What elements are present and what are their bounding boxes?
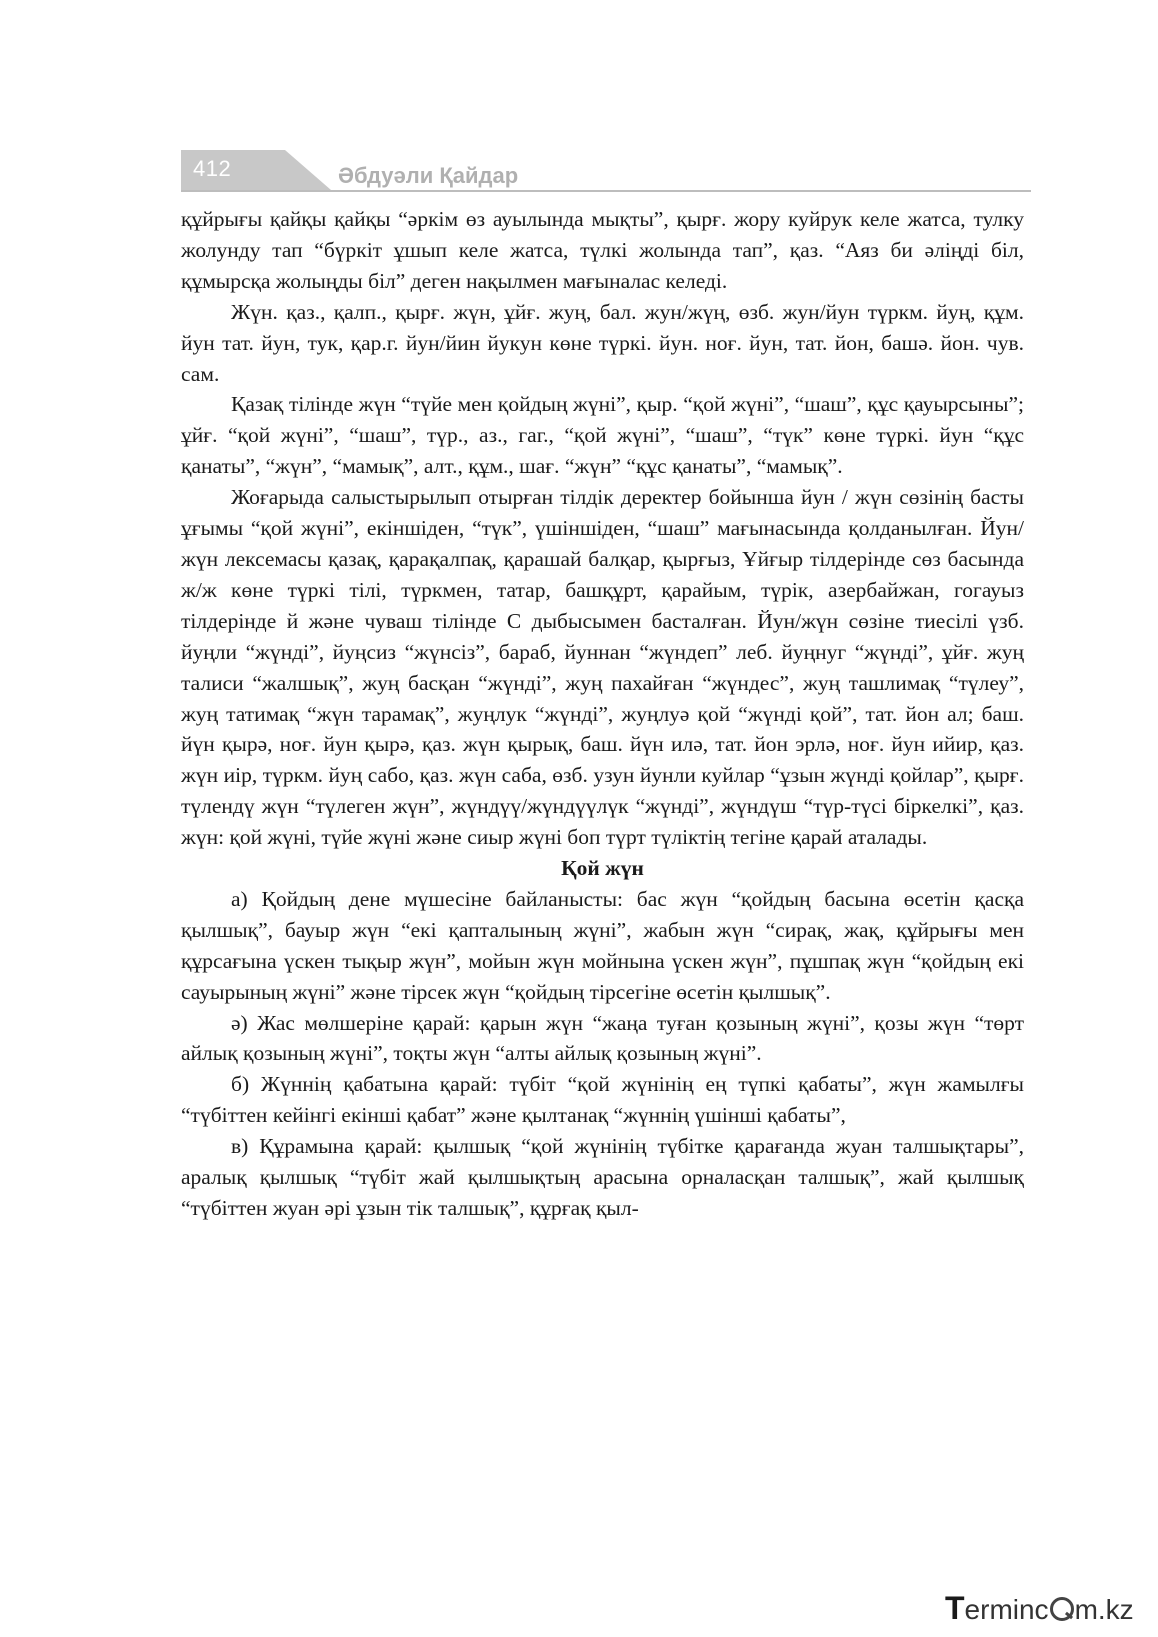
paragraph: Қазақ тілінде жүн “түйе мен қойдың жүні”, қыр. “қой жүні”, “шаш”, құс қауырсыны”; ұйғ. “қой жүні”, “шаш”, түр., аз., гаг., “қой жүні”, “шаш”, “түк” көне түркі. йун “құс қанаты”, “жүн”, “мамық”, алт., құм., шағ. “жүн” “құс қанаты”, “мамық”. — [181, 392, 1024, 479]
paragraph: Жоғарыда салыстырылып отырған тілдік деректер бойынша йун / жүн сөзінің басты ұғымы “қой жүні”, екіншіден, “түк”, үшіншіден, “шаш” мағынасында қолданылған. Йун/жүн лексемасы қазақ, қарақалпақ, қарашай балқар, қырғыз, Ұйғыр тілдерінде сөз басында ж/ж көне түркі тілі, түркмен, татар, башқұрт, қарайым, түрік, азербайжан, гогауыз тілдерінде й және чуваш тілінде С дыбысымен басталған. Йун/жүн сөзіне тиесілі үзб. йуңли “жүнді”, йуңсиз “жүнсіз”, бараб, йуннан “жүндеп” леб. йуңнуг “жүнді”, ұйғ. жуң талиси “жалшық”, жуң басқан “жүнді”, жуң пахайған “жүндес”, жуң ташлимақ “түлеу”, жуң татимақ “жүн тарамақ”, жуңлук “жүнді”, жуңлуә қой “жүнді қой”, тат. йон ал; баш. йүн қырә, ноғ. йун қырә, қаз. жүн қырық, баш. йүн илә, тат. йон эрлә, ноғ. йун ийир, қаз. жүн иір, түркм. йуң сабо, қаз. жүн саба, өзб. узун йунли куйлар “ұзын жүнді қойлар”, қырғ. түлендү жүн “түлеген жүн”, жүндүү/жүндүүлүк “жүнді”, жүндүш “түр-түсі біркелкі”, қаз. жүн: қой жүні, түйе жүні және сиыр жүні боп түрт түліктің тегіне қарай аталады. — [181, 485, 1024, 850]
running-author: Әбдуәли Қайдар — [338, 163, 519, 188]
paragraph: а) Қойдың дене мүшесіне байланысты: бас жүн “қойдың басына өсетін қасқа қылшық”, бауыр жүн “екі қапталының жүні”, жабын жүн “сирақ, жақ, құйрығы мен құрсағына үскен тықыр жүн”, мойын жүн мойнына үскен жүн”, пұшпақ жүн “қойдың екі сауырының жүні” және тірсек жүн “қойдың тірсегіне өсетін қылшық”. — [181, 886, 1024, 1004]
page-header — [181, 150, 1031, 196]
watermark-text-mid: erminc — [964, 1594, 1049, 1625]
watermark-t: T — [945, 1590, 965, 1626]
page-number: 412 — [193, 156, 232, 181]
magnifier-icon — [1050, 1597, 1074, 1621]
paragraph: Жүн. қаз., қалп., қырғ. жүн, ұйғ. жуң, бал. жун/жүң, өзб. жун/йун түркм. йуң, құм. йун тат. йун, тук, қар.г. йун/йин йукун көне түркі. йун. ноғ. йун, тат. йон, башә. йон. чув. сам. — [181, 299, 1024, 386]
page-tab-slope — [271, 150, 331, 190]
paragraph: б) Жүннің қабатына қарай: түбіт “қой жүнінің ең түпкі қабаты”, жүн жамылғы “түбіттен кейінгі екінші қабат” және қылтанақ “жүннің үшінші қабаты”, — [181, 1072, 1024, 1128]
watermark-text-end: m.kz — [1074, 1594, 1134, 1625]
paragraph: в) Құрамына қарай: қылшық “қой жүнінің түбітке қарағанда жуан талшықтары”, аралық қылшық “түбіт жай қылшықтың арасына орналасқан талшық”, жай қылшық “түбіттен жуан әрі ұзын тік талшық”, құрғақ қыл- — [181, 1134, 1024, 1220]
header-rule — [181, 190, 1031, 192]
section-heading: Қой жүн — [561, 856, 644, 881]
watermark-logo — [945, 1590, 1134, 1627]
paragraph: ә) Жас мөлшеріне қарай: қарын жүн “жаңа туған қозының жүні”, қозы жүн “төрт айлық қозының жүні”, тоқты жүн “алты айлық қозының жүні”. — [181, 1010, 1024, 1066]
paragraph: құйрығы қайқы қайқы “әркім өз ауылында мықты”, қырғ. жору куйрук келе жатса, тулку жолунду тап “бүркіт ұшып келе жатса, түлкі жолында тап”, қаз. “Аяз би әліңді біл, құмырсқа жолыңды біл” деген нақылмен мағыналас келеді. — [181, 207, 1024, 293]
page-body — [181, 204, 1024, 1224]
